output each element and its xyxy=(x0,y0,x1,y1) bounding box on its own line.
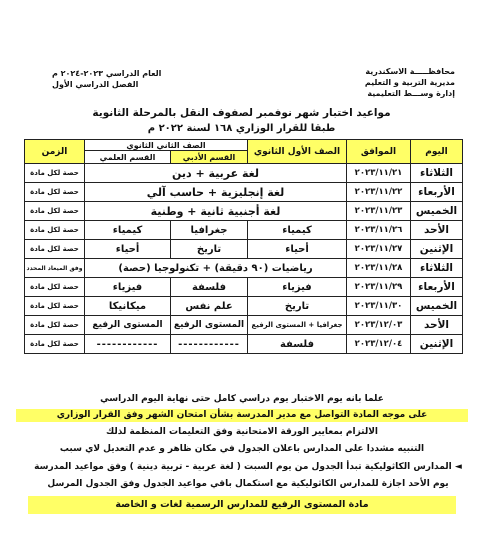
table-row xyxy=(25,297,463,316)
row-day: الأربعاء xyxy=(411,183,463,202)
term-label: الفصل الدراسي الأول xyxy=(52,80,139,89)
row-first-grade: أحياء xyxy=(248,240,347,259)
row-literary: تاريخ xyxy=(171,240,248,259)
academic-year-label: العام الدراسي ٢٠٢٣-٢٠٢٤ م xyxy=(52,69,162,78)
header-second-grade: الصف الثاني الثانوي xyxy=(85,140,248,151)
row-day: الثلاثاء xyxy=(411,164,463,183)
table-row xyxy=(25,183,463,202)
row-subjects: رياضيات (٩٠ دقيقة) + تكنولوجيا (حصة) xyxy=(85,259,347,278)
administration-label: إدارة وســـط التعليمية xyxy=(367,89,455,98)
note-exam-paper-standards: الالتزام بمعايير الورقة الامتحانية وفق التعليمات المنظمة لذلك xyxy=(105,427,379,437)
row-time: حصة لكل مادة xyxy=(25,335,85,354)
row-time: حصة لكل مادة xyxy=(25,297,85,316)
row-time: حصة لكل مادة xyxy=(25,278,85,297)
row-subjects: لغة عربية + دين xyxy=(85,164,347,183)
row-date: ٢٠٢٣/١٢/٠٤ xyxy=(347,335,411,354)
row-science: أحياء xyxy=(85,240,171,259)
row-literary: فلسفة xyxy=(171,278,248,297)
table-row xyxy=(25,278,463,297)
row-date: ٢٠٢٣/١١/٣٠ xyxy=(347,297,411,316)
governorate-label: محافظـــــة الاسكندرية xyxy=(365,67,455,76)
header-date: الموافق xyxy=(347,140,411,164)
row-day: الأحد xyxy=(411,316,463,335)
row-time: حصة لكل مادة xyxy=(25,221,85,240)
note-full-school-day: علما بانه يوم الاختبار يوم دراسي كامل حتى نهاية اليوم الدراسي xyxy=(100,394,384,404)
row-date: ٢٠٢٣/١٢/٠٣ xyxy=(347,316,411,335)
table-row xyxy=(25,240,463,259)
row-literary: جغرافيا xyxy=(171,221,248,240)
note-catholic-schools-start: ◄ المدارس الكاثوليكية تبدأ الجدول من يوم السبت ( لغة عربية - تربية دينية ) وفق مواعيد المدرسة xyxy=(34,462,462,472)
table-row xyxy=(25,259,463,278)
row-first-grade: فيزياء xyxy=(248,278,347,297)
row-science: ------------ xyxy=(85,335,171,354)
table-row xyxy=(25,221,463,240)
note-subject-supervisor: على موجه المادة التواصل مع مدير المدرسة بشأن امتحان الشهر وفق القرار الوزاري xyxy=(16,409,468,422)
row-first-grade: كيمياء xyxy=(248,221,347,240)
row-date: ٢٠٢٣/١١/٢٣ xyxy=(347,202,411,221)
row-date: ٢٠٢٣/١١/٢٨ xyxy=(347,259,411,278)
academic-year-header xyxy=(52,68,172,90)
schedule-table xyxy=(24,139,463,354)
note-post-schedule: التنبيه مشددا على المدارس باعلان الجدول في مكان ظاهر و عدم التعديل لاي سبب xyxy=(59,444,425,454)
header-literary: القسم الأدبي xyxy=(171,151,248,164)
header-first-grade: الصف الأول الثانوي xyxy=(248,140,347,164)
table-row xyxy=(25,335,463,354)
row-time: حصة لكل مادة xyxy=(25,183,85,202)
table-row xyxy=(25,202,463,221)
header-science: القسم العلمي xyxy=(85,151,171,164)
row-day: الخميس xyxy=(411,297,463,316)
table-row xyxy=(25,164,463,183)
row-time: حصة لكل مادة xyxy=(25,316,85,335)
row-science: ميكانيكا xyxy=(85,297,171,316)
row-date: ٢٠٢٣/١١/٢٧ xyxy=(347,240,411,259)
row-subjects: لغة أجنبية ثانية + وطنية xyxy=(85,202,347,221)
page-title: مواعيد اختبار شهر نوفمبر لصفوف النقل بالمرحلة الثانوية xyxy=(92,107,391,119)
row-literary: ------------ xyxy=(171,335,248,354)
row-day: الأربعاء xyxy=(411,278,463,297)
row-date: ٢٠٢٣/١١/٢٩ xyxy=(347,278,411,297)
row-science: المستوى الرفيع xyxy=(85,316,171,335)
row-date: ٢٠٢٣/١١/٢٢ xyxy=(347,183,411,202)
row-time: وفق الميعاد المحدد xyxy=(25,259,85,278)
row-day: الثلاثاء xyxy=(411,259,463,278)
directorate-header xyxy=(325,66,455,99)
row-time: حصة لكل مادة xyxy=(25,164,85,183)
header-time: الزمن xyxy=(25,140,85,164)
header-day: اليوم xyxy=(411,140,463,164)
row-first-grade: تاريخ xyxy=(248,297,347,316)
row-time: حصة لكل مادة xyxy=(25,202,85,221)
row-day: الأحد xyxy=(411,221,463,240)
row-subjects: لغة إنجليزية + حاسب آلي xyxy=(85,183,347,202)
note-catholic-schools-sunday: يوم الأحد اجازة للمدارس الكاثوليكية مع استكمال باقي مواعيد الجدول وفق الجدول المرسل xyxy=(47,479,449,489)
row-time: حصة لكل مادة xyxy=(25,240,85,259)
page-subtitle: طبقا للقرار الوزاري ١٦٨ لسنة ٢٠٢٢ م xyxy=(147,123,336,134)
row-date: ٢٠٢٣/١١/٢١ xyxy=(347,164,411,183)
row-first-grade: فلسفة xyxy=(248,335,347,354)
note-high-level-subject: مادة المستوى الرفيع للمدارس الرسمية لغات و الخاصة xyxy=(28,496,456,514)
row-date: ٢٠٢٣/١١/٢٦ xyxy=(347,221,411,240)
row-day: الإثنين xyxy=(411,335,463,354)
directorate-label: مديرية التربية و التعليم xyxy=(364,78,455,87)
table-row xyxy=(25,316,463,335)
row-literary: المستوى الرفيع xyxy=(171,316,248,335)
row-day: الخميس xyxy=(411,202,463,221)
row-science: فيزياء xyxy=(85,278,171,297)
row-day: الإثنين xyxy=(411,240,463,259)
row-literary: علم نفس xyxy=(171,297,248,316)
row-science: كيمياء xyxy=(85,221,171,240)
row-first-grade: جغرافيا + المستوى الرفيع xyxy=(248,316,347,335)
